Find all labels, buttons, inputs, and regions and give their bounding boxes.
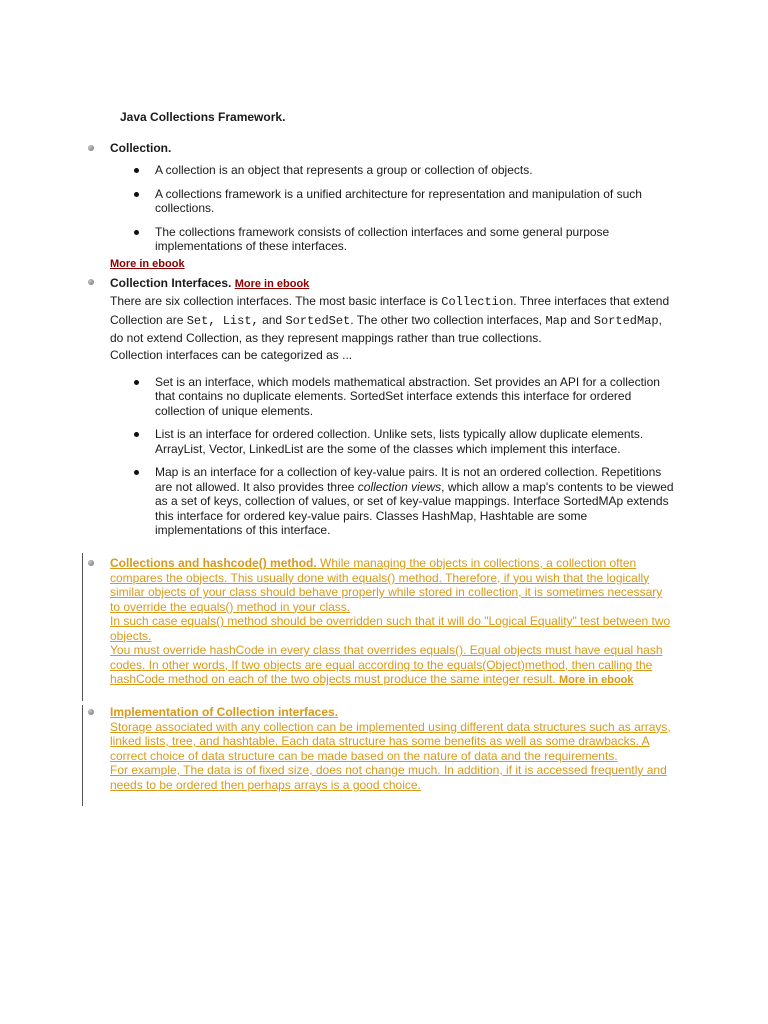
document-title: Java Collections Framework. [120,110,286,124]
code-set-list: Set, List, [186,313,259,328]
para-text: There are six collection interfaces. The most basic interface is [110,294,442,308]
hashcode-paragraph-2 [110,643,672,688]
para-text: , do not extend Collection, as they represent mappings rather than true collections. [110,312,662,345]
section-heading-line [110,275,675,293]
bullet-icon [88,279,94,285]
section-heading: Implementation of Collection interfaces. [110,705,339,719]
code-sortedmap: SortedMap [593,313,659,328]
para-text: In such case equals() method should be overridden such that it will do "Logical Equality" test between two objects. [110,614,671,643]
para-text: . Three interfaces that extend Collection are [110,294,670,327]
section-collection-interfaces [110,275,675,538]
section-heading: Collection. [110,141,172,155]
bullet-icon [88,560,94,566]
emphasis-text: collection views [357,479,442,494]
more-in-ebook-link[interactable]: More in ebook [234,278,310,290]
section-implementation [110,705,672,792]
map-text: , which allow a map's contents to be viewed as a set of keys, collection of values, or set of key-value mappings. Interface SortedMAp extends this interface for ordered key-value pairs. Classes HashMap, Hashtable are some implementations of this interface. [155,479,674,537]
interfaces-intro: Collection interfaces can be categorized as ... [110,347,353,362]
code-collection: Collection [441,295,514,309]
bullet-icon [88,709,94,715]
bullet-icon [88,145,94,151]
hashcode-paragraph [110,556,672,614]
section-heading: Collections and hashcode() method. [110,556,317,570]
more-in-ebook-link[interactable]: More in ebook [558,674,634,686]
list-item [110,465,675,538]
more-in-ebook-link[interactable]: More in ebook [110,257,185,270]
section-heading: Collection Interfaces. [110,276,232,290]
para-text: For example, The data is of fixed size, does not change much. In addition, if it is accessed frequently and needs to be ordered then perhaps arrays is a good choice. [110,763,667,792]
section-hashcode [110,556,672,688]
code-sortedset: SortedSet [285,313,351,328]
para-text: and [567,312,594,327]
para-text: . The other two collection interfaces, [350,312,546,327]
para-text: and [258,312,286,327]
list-item: Set is an interface, which models mathematical abstraction. Set provides an API for a collection that contains no duplicate elements. SortedSet interface extends this interface for ordered collection of unique elements. [110,375,675,419]
list-item: List is an interface for ordered collection. Unlike sets, lists typically allow duplicate elements. ArrayList, Vector, LinkedList are the some of the classes which implement this interface. [110,427,675,456]
para-text: While managing the objects in collections, a collection often compares the objects. This usually done with equals() method. Therefore, if you wish that the logically similar objects of your class should behave properly while stored in collection, it is sometimes necessary to override the equals() method in your class. [110,556,663,614]
section-collection [110,140,675,273]
change-bar [82,553,83,701]
code-map: Map [545,313,568,328]
para-text: Storage associated with any collection can be implemented using different data structures such as arrays, linked lists, tree, and hashtable. Each data structure has some benefits as well as some drawbacks. A correct choice of data structure can be made based on the nature of data and the requirements. [110,719,671,763]
list-item: A collection is an object that represents a group or collection of objects. [110,163,675,178]
interfaces-list [110,375,675,538]
change-bar [82,705,83,806]
collection-list [110,163,675,254]
para-text: You must override hashCode in every class that overrides equals(). Equal objects must have equal hash codes. In other words, If two objects are equal according to the equals(Object)method, then calling the hashCode method on each of the two objects must produce the same integer result. [110,643,663,686]
interfaces-paragraph [110,293,675,348]
map-text: Map is an interface for a collection of key-value pairs. It is not an ordered collection. Repetitions are not allowed. It also provides three [155,465,662,494]
list-item: The collections framework consists of collection interfaces and some general purpose implementations of these interfaces. [110,225,675,254]
list-item: A collections framework is a unified architecture for representation and manipulation of such collections. [110,187,675,216]
